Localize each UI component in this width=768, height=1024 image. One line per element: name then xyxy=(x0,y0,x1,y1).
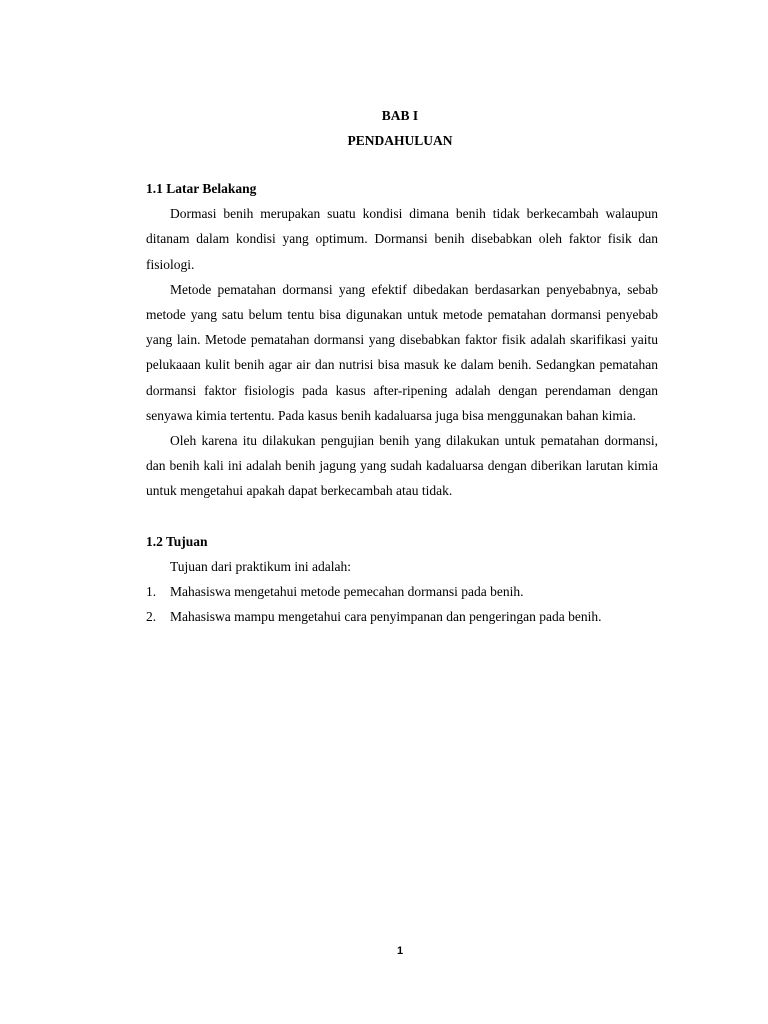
objectives-list xyxy=(146,579,658,629)
section-intro: Tujuan dari praktikum ini adalah: xyxy=(170,559,351,575)
section-title: 1.2 Tujuan xyxy=(146,533,208,549)
list-item xyxy=(146,579,658,604)
page-number: 1 xyxy=(396,945,404,957)
list-item-text: Mahasiswa mengetahui metode pemecahan dormansi pada benih. xyxy=(170,584,524,600)
chapter-heading xyxy=(0,103,768,153)
chapter-number: BAB I xyxy=(381,108,419,123)
paragraph: Dormasi benih merupakan suatu kondisi dimana benih tidak berkecambah walaupun ditanam dalam kondisi yang optimum. Dormansi benih disebabkan oleh faktor fisik dan fisiologi. xyxy=(146,206,658,272)
document-body xyxy=(146,176,658,630)
section-tujuan xyxy=(146,529,658,630)
section-spacer xyxy=(146,504,658,529)
list-item-number: 2. xyxy=(146,609,157,625)
section-title: 1.1 Latar Belakang xyxy=(146,181,257,196)
paragraph: Metode pematahan dormansi yang efektif dibedakan berdasarkan penyebabnya, sebab metode yang satu belum tentu bisa digunakan untuk metode pematahan dormansi penyebab yang lain. Metode pematahan dormansi yang disebabkan faktor fisik adalah skarifikasi yaitu pelukaaan kulit benih agar air dan nutrisi bisa masuk ke dalam benih. Sedangkan pematahan dormansi faktor fisiologis pada kasus after-ripening adalah dengan perendaman dengan senyawa kimia tertentu. Pada kasus benih kadaluarsa juga bisa menggunakan bahan kimia. xyxy=(146,281,658,423)
paragraph: Oleh karena itu dilakukan pengujian benih yang dilakukan untuk pematahan dormansi, dan benih kali ini adalah benih jagung yang sudah kadaluarsa dengan diberikan larutan kimia untuk mengetahui apakah dapat berkecambah atau tidak. xyxy=(146,433,658,499)
chapter-title: PENDAHULUAN xyxy=(347,133,453,148)
section-latar-belakang xyxy=(146,176,658,504)
list-item xyxy=(146,604,658,629)
list-item-text: Mahasiswa mampu mengetahui cara penyimpanan dan pengeringan pada benih. xyxy=(170,609,602,625)
list-item-number: 1. xyxy=(146,584,157,600)
